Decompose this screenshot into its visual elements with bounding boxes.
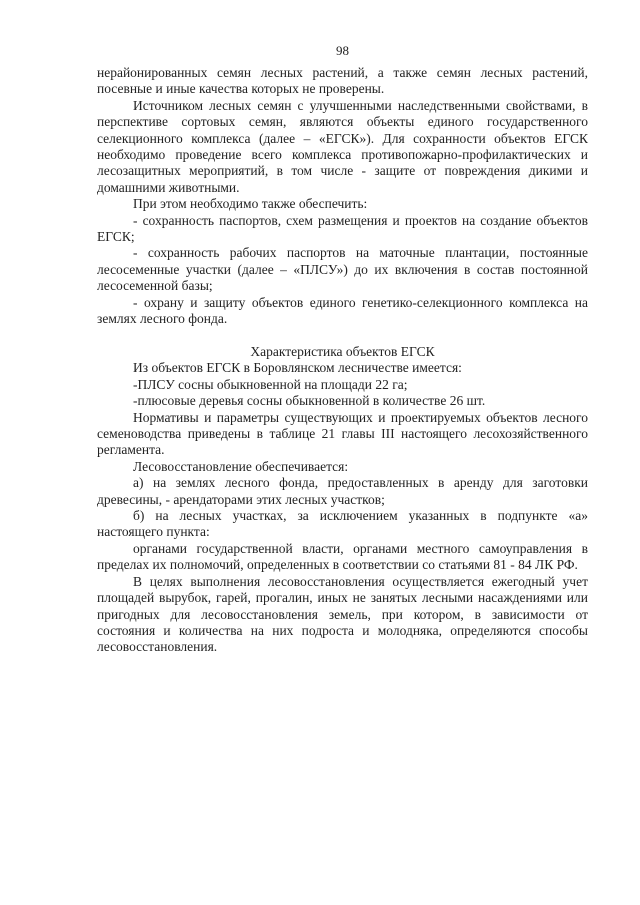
paragraph: нерайонированных семян лесных растений, а также семян лесных растений, посевные и иные качества которых не проверены. bbox=[97, 65, 588, 97]
section-heading: Характеристика объектов ЕГСК bbox=[250, 344, 435, 359]
paragraph: Лесовосстановление обеспечивается: bbox=[133, 458, 349, 474]
paragraph: В целях выполнения лесовосстановления осуществляется ежегодный учет площадей вырубок, гарей, прогалин, иных не занятых лесными насаждениями или пригодных для лесовосстановления земель, при котором, в зависимости от состояния и количества на них подроста и молодняка, определяются способы лесовосстановления. bbox=[97, 573, 588, 655]
list-item: - сохранность паспортов, схем размещения и проектов на создание объектов ЕГСК; bbox=[97, 212, 588, 245]
paragraph: Источником лесных семян с улучшенными наследственными свойствами, в перспективе сортовых семян, являются объекты единого государственного селекционного комплекса (далее – «ЕГСК»). Для сохранности объектов ЕГСК необходимо проведение всего комплекса противопожарно-профилактических и лесозащитных мероприятий, в том числе - защите от повреждения дикими и домашними животными. bbox=[97, 97, 588, 195]
paragraph: органами государственной власти, органами местного самоуправления в пределах их полномочий, определенных в соответствии со статьями 81 - 84 ЛК РФ. bbox=[97, 540, 588, 573]
list-item: а) на землях лесного фонда, предоставленных в аренду для заготовки древесины, - арендаторами этих лесных участков; bbox=[97, 475, 588, 507]
page-number: 98 bbox=[336, 43, 349, 58]
list-item: - охрану и защиту объектов единого генетико-селекционного комплекса на землях лесного фонда. bbox=[97, 294, 588, 327]
paragraph: При этом необходимо также обеспечить: bbox=[133, 196, 368, 212]
list-item: - сохранность рабочих паспортов на маточные плантации, постоянные лесосеменные участки (далее – «ПЛСУ») до их включения в состав постоянной лесосеменной базы; bbox=[97, 245, 588, 294]
list-item: -ПЛСУ сосны обыкновенной на площади 22 га; bbox=[133, 376, 408, 392]
document-body bbox=[97, 65, 588, 656]
paragraph: Нормативы и параметры существующих и проектируемых объектов лесного семеноводства приведены в таблице 21 главы III настоящего лесохозяйственного регламента. bbox=[97, 409, 588, 458]
list-item: -плюсовые деревья сосны обыкновенной в количестве 26 шт. bbox=[133, 393, 486, 409]
paragraph: Из объектов ЕГСК в Боровлянском лесничестве имеется: bbox=[133, 360, 462, 376]
list-item: б) на лесных участках, за исключением указанных в подпункте «а» настоящего пункта: bbox=[97, 508, 588, 540]
